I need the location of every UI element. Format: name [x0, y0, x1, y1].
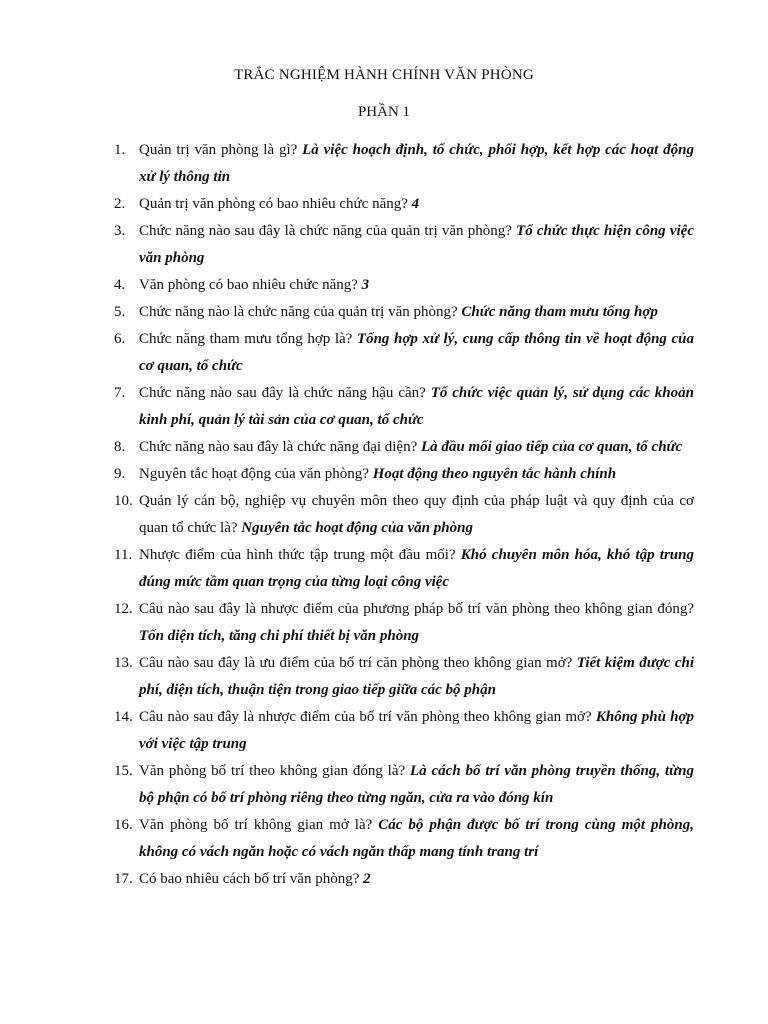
question-text: Văn phòng bố trí theo không gian đóng là?: [139, 763, 410, 779]
question-item: [114, 542, 694, 596]
question-text: Câu nào sau đây là nhược điểm của bố trí văn phòng theo không gian mở?: [139, 709, 596, 725]
answer-text: Tổ chức việc quản lý, sử dụng các khoản kinh phí, quản lý tài sản của cơ quan, tổ chức: [139, 385, 694, 428]
question-number: 16.: [114, 817, 133, 833]
question-item: [114, 434, 694, 461]
question-text: Chức năng nào sau đây là chức năng đại diện?: [139, 439, 421, 455]
question-item: [114, 218, 694, 272]
question-text: Quản lý cán bộ, nghiệp vụ chuyên môn theo quy định của pháp luật và quy định của cơ quan tổ chức là?: [139, 493, 694, 536]
question-item: [114, 380, 694, 434]
question-item: [114, 461, 694, 488]
question-number: 5.: [114, 304, 126, 320]
answer-text: Chức năng tham mưu tổng hợp: [461, 304, 658, 320]
question-list: [114, 137, 694, 893]
answer-text: Là đầu mối giao tiếp của cơ quan, tổ chức: [421, 439, 683, 455]
question-item: [114, 488, 694, 542]
question-number: 1.: [114, 142, 126, 158]
question-text: Chức năng nào sau đây là chức năng của quản trị văn phòng?: [139, 223, 517, 239]
question-item: [114, 812, 694, 866]
question-number: 14.: [114, 709, 133, 725]
question-item: [114, 299, 694, 326]
question-item: [114, 758, 694, 812]
question-item: [114, 866, 694, 893]
question-number: 6.: [114, 331, 126, 347]
question-number: 10.: [114, 493, 133, 509]
question-number: 7.: [114, 385, 126, 401]
question-item: [114, 272, 694, 299]
question-number: 12.: [114, 601, 133, 617]
question-text: Nguyên tắc hoạt động của văn phòng?: [139, 466, 373, 482]
question-number: 15.: [114, 763, 133, 779]
question-number: 8.: [114, 439, 126, 455]
question-item: [114, 596, 694, 650]
answer-text: Tốn diện tích, tăng chi phí thiết bị văn phòng: [139, 628, 420, 644]
question-text: Câu nào sau đây là nhược điểm của phương pháp bố trí văn phòng theo không gian đóng?: [139, 601, 694, 617]
question-number: 4.: [114, 277, 126, 293]
question-text: Quản trị văn phòng có bao nhiêu chức năng?: [139, 196, 412, 212]
question-text: Có bao nhiêu cách bố trí văn phòng?: [139, 871, 364, 887]
answer-text: Các bộ phận được bố trí trong cùng một phòng, không có vách ngăn hoặc có vách ngăn thấp mang tính trang trí: [139, 817, 694, 860]
question-text: Quản trị văn phòng là gì?: [139, 142, 303, 158]
answer-text: Tổ chức thực hiện công việc văn phòng: [139, 223, 694, 266]
question-item: [114, 137, 694, 191]
question-item: [114, 326, 694, 380]
question-number: 9.: [114, 466, 126, 482]
answer-text: Là việc hoạch định, tổ chức, phối hợp, kết hợp các hoạt động xử lý thông tin: [139, 142, 694, 185]
question-item: [114, 704, 694, 758]
question-item: [114, 650, 694, 704]
answer-text: Nguyên tắc hoạt động của văn phòng: [241, 520, 473, 536]
answer-text: Khó chuyên môn hóa, khó tập trung đúng mức tầm quan trọng của từng loại công việc: [139, 547, 694, 590]
answer-text: 2: [363, 871, 371, 887]
answer-text: Hoạt động theo nguyên tắc hành chính: [372, 466, 617, 482]
question-text: Văn phòng bố trí không gian mở là?: [139, 817, 379, 833]
question-text: Câu nào sau đây là ưu điểm của bố trí căn phòng theo không gian mở?: [139, 655, 577, 671]
document-title: TRẮC NGHIỆM HÀNH CHÍNH VĂN PHÒNG: [234, 67, 534, 83]
question-number: 13.: [114, 655, 133, 671]
section-heading: PHẦN 1: [357, 104, 411, 120]
answer-text: 3: [361, 277, 370, 293]
answer-text: 4: [411, 196, 420, 212]
question-text: Văn phòng có bao nhiêu chức năng?: [139, 277, 362, 293]
question-number: 3.: [114, 223, 126, 239]
question-text: Chức năng nào sau đây là chức năng hậu cần?: [139, 385, 431, 401]
answer-text: Tổng hợp xử lý, cung cấp thông tin về hoạt động của cơ quan, tổ chức: [139, 331, 695, 374]
question-text: Chức năng nào là chức năng của quản trị văn phòng?: [139, 304, 462, 320]
question-text: Chức năng tham mưu tổng hợp là?: [139, 331, 357, 347]
answer-text: Không phù hợp với việc tập trung: [139, 709, 694, 752]
question-number: 2.: [114, 196, 126, 212]
question-number: 17.: [114, 871, 133, 887]
answer-text: Tiết kiệm được chi phí, diện tích, thuận tiện trong giao tiếp giữa các bộ phận: [139, 655, 695, 698]
question-number: 11.: [114, 547, 133, 563]
answer-text: Là cách bố trí văn phòng truyền thống, từng bộ phận có bố trí phòng riêng theo từng ngăn, cửa ra vào đóng kín: [139, 763, 694, 806]
question-text: Nhược điểm của hình thức tập trung một đầu mối?: [139, 547, 461, 563]
question-item: [114, 191, 694, 218]
